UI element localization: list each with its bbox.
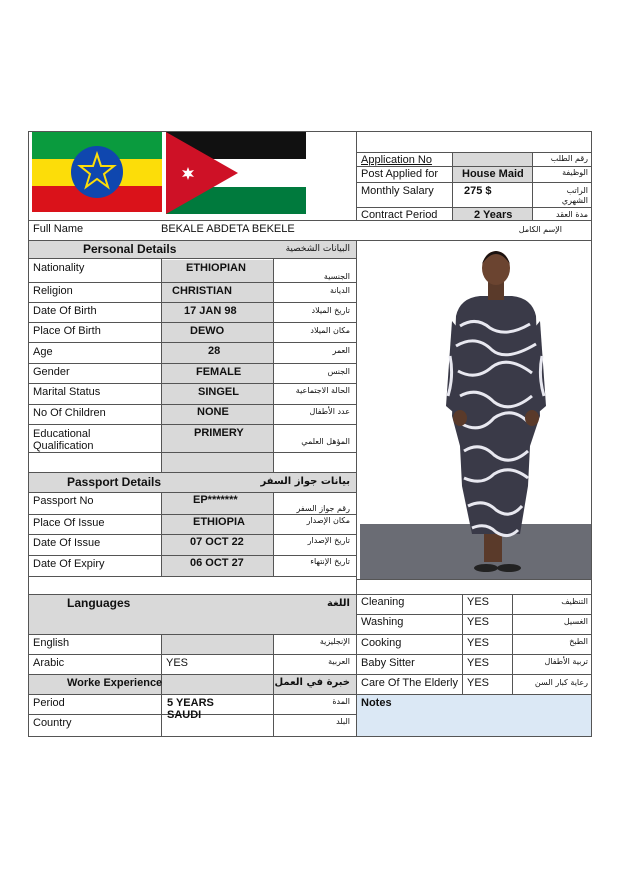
passport-no-value: EP*******	[193, 494, 238, 506]
notes-label: Notes	[361, 697, 392, 709]
period-ar: المدة	[332, 697, 350, 706]
education-value: PRIMERY	[194, 427, 244, 439]
english-value-bg	[161, 634, 273, 654]
dob-ar: تاريخ الميلاد	[311, 306, 350, 315]
experience-title-ar: خبرة في العمل	[274, 677, 350, 688]
passport-no-ar: رقم جواز السفر	[296, 504, 350, 513]
jordan-flag-icon	[166, 132, 306, 214]
gender-ar: الجنس	[327, 367, 350, 376]
skill-elderly-label: Care Of The Elderly	[361, 677, 459, 689]
period-label: Period	[33, 697, 65, 709]
skill-babysitter-label: Baby Sitter	[361, 657, 415, 669]
nationality-ar: الجنسية	[323, 272, 350, 281]
issue-place-ar: مكان الإصدار	[306, 516, 350, 525]
ethiopia-flag-icon	[32, 132, 162, 212]
passport-no-label: Passport No	[33, 495, 94, 507]
skill-cleaning-label: Cleaning	[361, 596, 405, 608]
post-ar: الوظيفة	[562, 168, 588, 177]
full-body-photo	[360, 246, 592, 579]
age-label: Age	[33, 346, 53, 358]
skill-washing-value: YES	[467, 616, 490, 628]
salary-label: Monthly Salary	[361, 185, 434, 197]
skill-babysitter-ar: تربية الأطفال	[544, 657, 588, 666]
skill-cooking-value: YES	[467, 637, 490, 649]
skill-cleaning-value: YES	[467, 596, 490, 608]
expiry-value: 06 OCT 27	[190, 557, 244, 569]
salary-ar: الراتب الشهري	[561, 186, 588, 205]
arabic-value: YES	[166, 657, 189, 669]
age-ar: العمر	[332, 346, 350, 355]
country-ar: البلد	[336, 717, 350, 726]
expiry-label: Date Of Expiry	[33, 558, 105, 570]
full-name-value: BEKALE ABDETA BEKELE	[161, 223, 295, 235]
english-label: English	[33, 637, 70, 649]
marital-label: Marital Status	[33, 386, 101, 398]
skill-cleaning-ar: التنظيف	[561, 597, 588, 606]
contract-label: Contract Period	[361, 209, 438, 221]
issue-date-ar: تاريخ الإصدار	[307, 536, 350, 545]
arabic-ar: العربية	[328, 657, 350, 666]
skill-elderly-ar: رعاية كبار السن	[534, 678, 588, 687]
full-name-label: Full Name	[33, 223, 84, 235]
skill-washing-ar: الغسيل	[563, 617, 588, 626]
education-label: Educational Qualification	[33, 428, 94, 452]
expiry-ar: تاريخ الإنتهاء	[310, 557, 350, 566]
passport-title-ar: بيانات جواز السفر	[260, 476, 350, 487]
skill-elderly-value: YES	[467, 677, 490, 689]
children-label: No Of Children	[33, 407, 106, 419]
personal-title: Personal Details	[83, 242, 177, 256]
age-value: 28	[208, 345, 221, 357]
post-value: House Maid	[462, 168, 524, 180]
gender-value: FEMALE	[196, 366, 242, 378]
post-label: Post Applied for	[361, 168, 439, 180]
nationality-value: ETHIOPIAN	[186, 262, 246, 274]
gender-label: Gender	[33, 366, 70, 378]
salary-value: 275 $	[464, 185, 492, 197]
skill-cooking-label: Cooking	[361, 637, 402, 649]
app-no-value-bg	[452, 152, 532, 166]
issue-date-label: Date Of Issue	[33, 537, 101, 549]
pob-label: Place Of Birth	[33, 325, 101, 337]
app-no-label: Application No	[361, 154, 432, 166]
marital-value: SINGEL	[198, 386, 239, 398]
arabic-label: Arabic	[33, 657, 65, 669]
education-ar: المؤهل العلمي	[301, 437, 350, 446]
languages-title: Languages	[67, 596, 131, 610]
personal-title-ar: البيانات الشخصية	[285, 244, 350, 254]
dob-value: 17 JAN 98	[184, 305, 237, 317]
religion-ar: الديانة	[329, 286, 350, 295]
contract-value: 2 Years	[474, 209, 513, 221]
issue-date-value: 07 OCT 22	[190, 536, 244, 548]
children-value: NONE	[197, 406, 229, 418]
pob-ar: مكان الميلاد	[310, 326, 350, 335]
contract-ar: مدة العقد	[556, 210, 588, 219]
country-label: Country	[33, 717, 72, 729]
app-no-ar: رقم الطلب	[550, 154, 588, 163]
passport-title: Passport Details	[67, 475, 162, 489]
dob-label: Date Of Birth	[33, 305, 97, 317]
religion-label: Religion	[33, 285, 73, 297]
english-ar: الإنجليزية	[319, 637, 350, 646]
issue-place-value: ETHIOPIA	[193, 516, 245, 528]
pob-value: DEWO	[190, 325, 225, 337]
skill-washing-label: Washing	[361, 616, 404, 628]
marital-ar: الحالة الاجتماعية	[295, 386, 350, 395]
issue-place-label: Place Of Issue	[33, 517, 105, 529]
full-name-ar: الإسم الكامل	[518, 225, 562, 234]
experience-title: Worke Experience	[67, 677, 163, 689]
country-value: SAUDI	[167, 709, 202, 721]
children-ar: عدد الأطفال	[309, 407, 350, 416]
period-value: 5 YEARS	[167, 697, 214, 709]
religion-value: CHRISTIAN	[172, 285, 232, 297]
languages-title-ar: اللغة	[327, 598, 350, 609]
skill-cooking-ar: الطبخ	[569, 637, 588, 646]
nationality-label: Nationality	[33, 262, 85, 274]
skill-babysitter-value: YES	[467, 657, 490, 669]
